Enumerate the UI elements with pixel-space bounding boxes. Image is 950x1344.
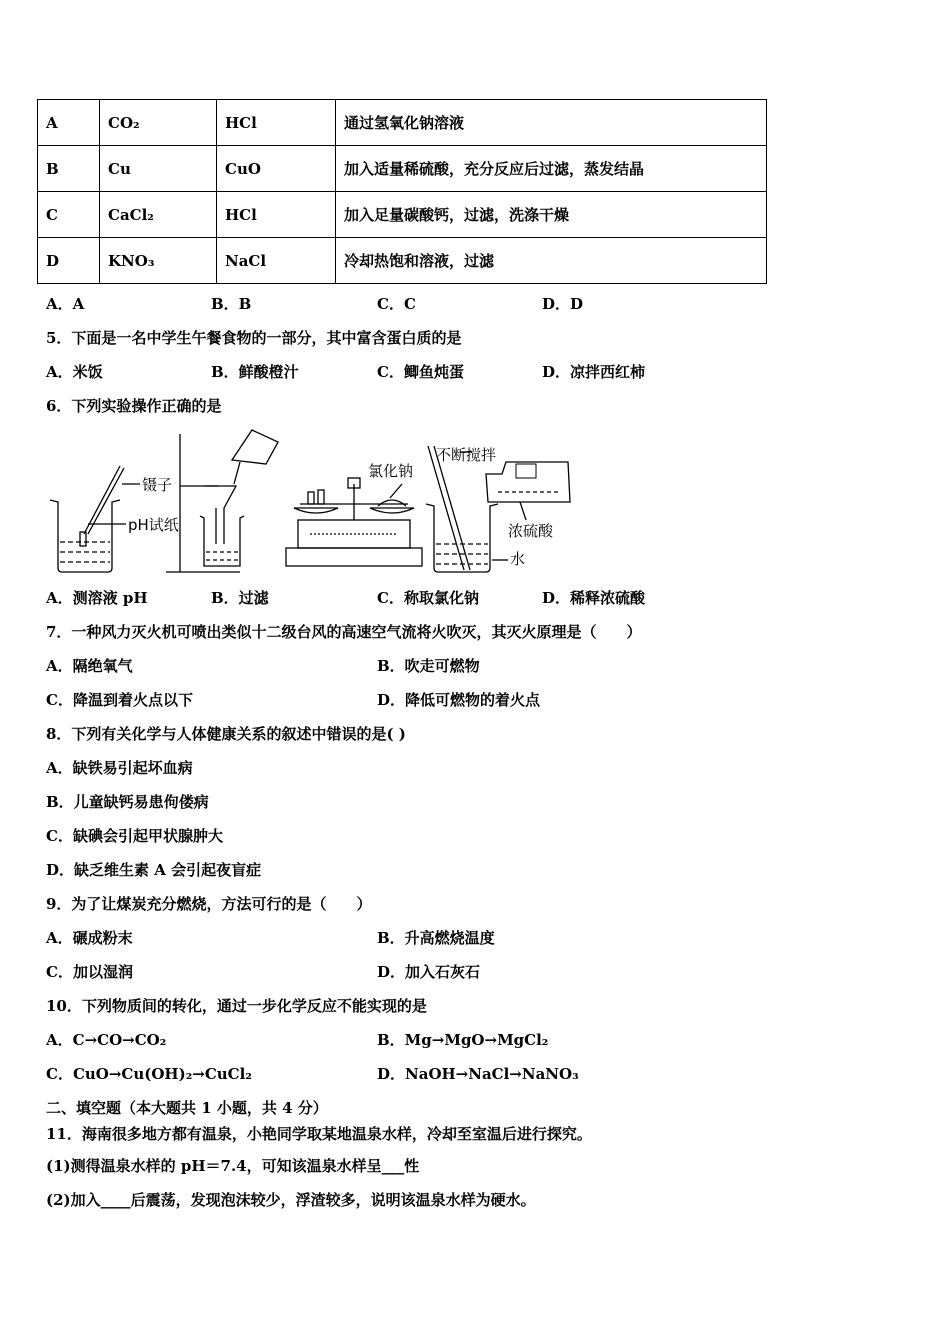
q11-part1: (1)测得温泉水样的 pH＝7.4，可知该温泉水样呈___性 — [46, 1157, 420, 1175]
q10-option-c[interactable]: C．CuO→Cu(OH)₂→CuCl₂ — [46, 1065, 252, 1083]
method: 通过氢氧化钠溶液 — [336, 100, 767, 146]
q5-option-c[interactable]: C．鲫鱼炖蛋 — [377, 363, 464, 381]
q11-part2: (2)加入____后震荡，发现泡沫较少，浮渣较多，说明该温泉水样为硬水。 — [46, 1191, 536, 1209]
row-letter: A — [38, 100, 100, 146]
q5-stem: 5．下面是一名中学生午餐食物的一部分，其中富含蛋白质的是 — [46, 329, 462, 347]
q7-option-d[interactable]: D．降低可燃物的着火点 — [377, 691, 541, 709]
lab-operations-figure — [40, 424, 580, 584]
q11-stem: 11．海南很多地方都有温泉，小艳同学取某地温泉水样，冷却至室温后进行探究。 — [46, 1125, 592, 1143]
row-letter: B — [38, 146, 100, 192]
section-heading: 二、填空题（本大题共 1 小题，共 4 分） — [46, 1099, 328, 1117]
q9-stem: 9．为了让煤炭充分燃烧，方法可行的是（ ） — [46, 895, 372, 913]
method: 加入适量稀硫酸，充分反应后过滤，蒸发结晶 — [336, 146, 767, 192]
q5-option-a[interactable]: A．米饭 — [46, 363, 103, 381]
q4-option-c[interactable]: C．C — [377, 295, 416, 313]
q9-option-c[interactable]: C．加以湿润 — [46, 963, 133, 981]
stir-label: 不断搅拌 — [436, 446, 497, 464]
q7-option-a[interactable]: A．隔绝氧气 — [46, 657, 133, 675]
q10-option-b[interactable]: B．Mg→MgO→MgCl₂ — [377, 1031, 549, 1049]
q5-option-b[interactable]: B．鲜酸橙汁 — [211, 363, 299, 381]
q7-option-c[interactable]: C．降温到着火点以下 — [46, 691, 193, 709]
acid-label: 浓硫酸 — [508, 522, 554, 540]
tweezers-label: 镊子 — [142, 476, 173, 494]
table-row — [38, 238, 767, 284]
options-table — [37, 99, 767, 284]
substance: CO₂ — [100, 100, 217, 146]
water-label: 水 — [510, 550, 526, 568]
method: 冷却热饱和溶液，过滤 — [336, 238, 767, 284]
substance: CaCl₂ — [100, 192, 217, 238]
q9-option-d[interactable]: D．加入石灰石 — [377, 963, 481, 981]
row-letter: C — [38, 192, 100, 238]
impurity: NaCl — [217, 238, 336, 284]
impurity: HCl — [217, 100, 336, 146]
method: 加入足量碳酸钙，过滤，洗涤干燥 — [336, 192, 767, 238]
q8-option-a[interactable]: A．缺铁易引起坏血病 — [46, 759, 193, 777]
q6-option-d[interactable]: D．稀释浓硫酸 — [542, 589, 646, 607]
table-row — [38, 146, 767, 192]
q8-option-c[interactable]: C．缺碘会引起甲状腺肿大 — [46, 827, 223, 845]
impurity: HCl — [217, 192, 336, 238]
q8-option-d[interactable]: D．缺乏维生素 A 会引起夜盲症 — [46, 861, 262, 879]
q7-stem: 7．一种风力灭火机可喷出类似十二级台风的高速空气流将火吹灭，其灭火原理是（ ） — [46, 623, 642, 641]
row-letter: D — [38, 238, 100, 284]
q10-option-d[interactable]: D．NaOH→NaCl→NaNO₃ — [377, 1065, 579, 1083]
table-row — [38, 192, 767, 238]
q7-option-b[interactable]: B．吹走可燃物 — [377, 657, 480, 675]
q6-option-b[interactable]: B．过滤 — [211, 589, 269, 607]
q4-option-d[interactable]: D．D — [542, 295, 584, 313]
substance: Cu — [100, 146, 217, 192]
q10-option-a[interactable]: A．C→CO→CO₂ — [46, 1031, 167, 1049]
q6-option-c[interactable]: C．称取氯化钠 — [377, 589, 479, 607]
q6-stem: 6．下列实验操作正确的是 — [46, 397, 222, 415]
q5-option-d[interactable]: D．凉拌西红柿 — [542, 363, 646, 381]
table-row — [38, 100, 767, 146]
impurity: CuO — [217, 146, 336, 192]
ph-paper-label: pH试纸 — [128, 516, 179, 534]
q10-stem: 10．下列物质间的转化，通过一步化学反应不能实现的是 — [46, 997, 427, 1015]
q8-stem: 8．下列有关化学与人体健康关系的叙述中错误的是( ) — [46, 725, 406, 743]
nacl-label: 氯化钠 — [368, 462, 414, 480]
q4-option-a[interactable]: A．A — [46, 295, 85, 313]
q8-option-b[interactable]: B．儿童缺钙易患佝偻病 — [46, 793, 209, 811]
q4-option-b[interactable]: B．B — [211, 295, 252, 313]
q9-option-b[interactable]: B．升高燃烧温度 — [377, 929, 495, 947]
q6-option-a[interactable]: A．测溶液 pH — [46, 589, 148, 607]
substance: KNO₃ — [100, 238, 217, 284]
q9-option-a[interactable]: A．碾成粉末 — [46, 929, 133, 947]
